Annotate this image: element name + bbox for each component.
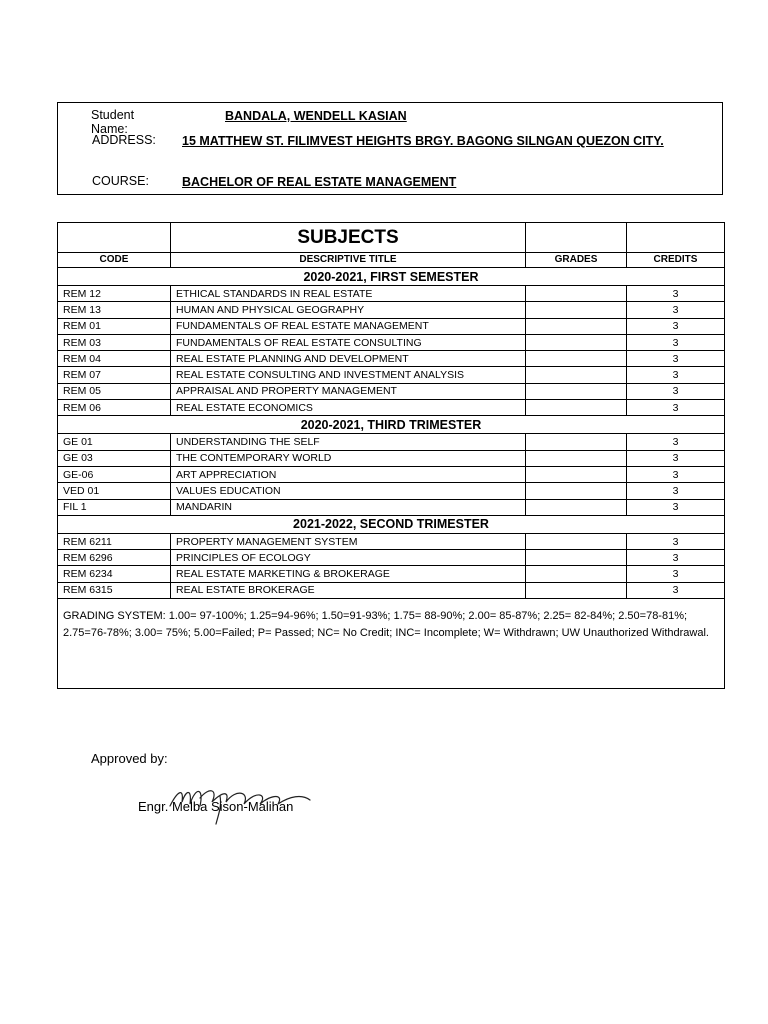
student-name-value: BANDALA, WENDELL KASIAN bbox=[225, 109, 407, 123]
table-row bbox=[58, 351, 725, 367]
subject-credits: 3 bbox=[627, 499, 725, 515]
subject-grade bbox=[526, 550, 627, 566]
subject-title: REAL ESTATE PLANNING AND DEVELOPMENT bbox=[171, 351, 526, 367]
table-row bbox=[58, 367, 725, 383]
title-blank-cell bbox=[58, 223, 171, 253]
header-credits: CREDITS bbox=[627, 253, 725, 268]
subject-grade bbox=[526, 367, 627, 383]
table-row bbox=[58, 383, 725, 399]
subject-credits: 3 bbox=[627, 483, 725, 499]
subject-credits: 3 bbox=[627, 400, 725, 416]
table-row bbox=[58, 286, 725, 302]
subjects-title: SUBJECTS bbox=[171, 223, 526, 253]
title-blank-cell bbox=[526, 223, 627, 253]
table-title-row bbox=[58, 223, 725, 253]
title-blank-cell bbox=[627, 223, 725, 253]
table-row bbox=[58, 400, 725, 416]
subject-title: FUNDAMENTALS OF REAL ESTATE MANAGEMENT bbox=[171, 318, 526, 334]
subject-grade bbox=[526, 351, 627, 367]
subject-credits: 3 bbox=[627, 367, 725, 383]
table-row bbox=[58, 450, 725, 466]
subject-grade bbox=[526, 533, 627, 549]
subject-title: HUMAN AND PHYSICAL GEOGRAPHY bbox=[171, 302, 526, 318]
table-row bbox=[58, 334, 725, 350]
subject-grade bbox=[526, 582, 627, 598]
subject-credits: 3 bbox=[627, 351, 725, 367]
subject-grade bbox=[526, 334, 627, 350]
semester-row bbox=[58, 268, 725, 286]
subject-credits: 3 bbox=[627, 566, 725, 582]
header-code: CODE bbox=[58, 253, 171, 268]
subject-grade bbox=[526, 318, 627, 334]
course-label: COURSE: bbox=[92, 174, 149, 188]
subject-code: REM 6234 bbox=[58, 566, 171, 582]
subject-grade bbox=[526, 499, 627, 515]
subject-grade bbox=[526, 400, 627, 416]
grading-system-row bbox=[58, 599, 725, 689]
subject-title: APPRAISAL AND PROPERTY MANAGEMENT bbox=[171, 383, 526, 399]
subject-title: MANDARIN bbox=[171, 499, 526, 515]
subject-code: REM 6296 bbox=[58, 550, 171, 566]
subject-title: PROPERTY MANAGEMENT SYSTEM bbox=[171, 533, 526, 549]
subject-credits: 3 bbox=[627, 286, 725, 302]
subject-credits: 3 bbox=[627, 434, 725, 450]
subject-code: REM 6315 bbox=[58, 582, 171, 598]
table-row bbox=[58, 550, 725, 566]
subject-title: THE CONTEMPORARY WORLD bbox=[171, 450, 526, 466]
subject-grade bbox=[526, 466, 627, 482]
header-grades: GRADES bbox=[526, 253, 627, 268]
subject-code: REM 06 bbox=[58, 400, 171, 416]
table-row bbox=[58, 466, 725, 482]
subject-code: REM 12 bbox=[58, 286, 171, 302]
course-value: BACHELOR OF REAL ESTATE MANAGEMENT bbox=[182, 175, 457, 189]
semester-row bbox=[58, 416, 725, 434]
subject-credits: 3 bbox=[627, 334, 725, 350]
subject-code: REM 6211 bbox=[58, 533, 171, 549]
subject-title: REAL ESTATE BROKERAGE bbox=[171, 582, 526, 598]
subject-title: ART APPRECIATION bbox=[171, 466, 526, 482]
table-row bbox=[58, 499, 725, 515]
subject-credits: 3 bbox=[627, 318, 725, 334]
table-row bbox=[58, 533, 725, 549]
subject-credits: 3 bbox=[627, 450, 725, 466]
header-title: DESCRIPTIVE TITLE bbox=[171, 253, 526, 268]
subject-code: REM 04 bbox=[58, 351, 171, 367]
subject-title: VALUES EDUCATION bbox=[171, 483, 526, 499]
subject-credits: 3 bbox=[627, 550, 725, 566]
subject-title: REAL ESTATE CONSULTING AND INVESTMENT ANALYSIS bbox=[171, 367, 526, 383]
address-value: 15 MATTHEW ST. FILIMVEST HEIGHTS BRGY. BAGONG SILNGAN QUEZON CITY. bbox=[182, 134, 664, 148]
subject-code: GE-06 bbox=[58, 466, 171, 482]
subject-code: REM 05 bbox=[58, 383, 171, 399]
subject-grade bbox=[526, 450, 627, 466]
subjects-table bbox=[57, 222, 725, 689]
subject-title: UNDERSTANDING THE SELF bbox=[171, 434, 526, 450]
table-header-row bbox=[58, 253, 725, 268]
subject-code: VED 01 bbox=[58, 483, 171, 499]
subject-credits: 3 bbox=[627, 466, 725, 482]
subject-code: REM 07 bbox=[58, 367, 171, 383]
subject-credits: 3 bbox=[627, 582, 725, 598]
subject-grade bbox=[526, 434, 627, 450]
subject-grade bbox=[526, 383, 627, 399]
student-name-label: Student Name: bbox=[91, 108, 135, 136]
subject-credits: 3 bbox=[627, 383, 725, 399]
semester-label: 2021-2022, SECOND TRIMESTER bbox=[58, 515, 725, 533]
subject-grade bbox=[526, 566, 627, 582]
table-row bbox=[58, 566, 725, 582]
subject-title: ETHICAL STANDARDS IN REAL ESTATE bbox=[171, 286, 526, 302]
subject-grade bbox=[526, 286, 627, 302]
subject-code: GE 03 bbox=[58, 450, 171, 466]
table-row bbox=[58, 582, 725, 598]
semester-label: 2020-2021, THIRD TRIMESTER bbox=[58, 416, 725, 434]
table-row bbox=[58, 302, 725, 318]
subject-title: REAL ESTATE ECONOMICS bbox=[171, 400, 526, 416]
table-row bbox=[58, 434, 725, 450]
subject-grade bbox=[526, 302, 627, 318]
subject-code: REM 13 bbox=[58, 302, 171, 318]
subject-code: FIL 1 bbox=[58, 499, 171, 515]
subject-title: FUNDAMENTALS OF REAL ESTATE CONSULTING bbox=[171, 334, 526, 350]
subject-title: REAL ESTATE MARKETING & BROKERAGE bbox=[171, 566, 526, 582]
subject-code: REM 01 bbox=[58, 318, 171, 334]
table-row bbox=[58, 483, 725, 499]
approved-by-label: Approved by: bbox=[91, 751, 168, 766]
address-label: ADDRESS: bbox=[92, 133, 156, 147]
signatory-name: Engr. Melba Sison-Malihan bbox=[138, 799, 294, 814]
subject-title: PRINCIPLES OF ECOLOGY bbox=[171, 550, 526, 566]
subject-grade bbox=[526, 483, 627, 499]
grading-system-text: GRADING SYSTEM: 1.00= 97-100%; 1.25=94-96%; 1.50=91-93%; 1.75= 88-90%; 2.00= 85-87%; 2.25= 82-84%; 2.50=78-81%; 2.75=76-78%; 3.00= 75%; 5.00=Failed; P= Passed; NC= No Credit; INC= Incomplete; W= Withdrawn; UW Unauthorized Withdrawal. bbox=[58, 599, 725, 689]
subject-code: REM 03 bbox=[58, 334, 171, 350]
semester-label: 2020-2021, FIRST SEMESTER bbox=[58, 268, 725, 286]
subject-credits: 3 bbox=[627, 533, 725, 549]
table-row bbox=[58, 318, 725, 334]
student-info-box bbox=[57, 102, 723, 195]
subject-credits: 3 bbox=[627, 302, 725, 318]
semester-row bbox=[58, 515, 725, 533]
subject-code: GE 01 bbox=[58, 434, 171, 450]
